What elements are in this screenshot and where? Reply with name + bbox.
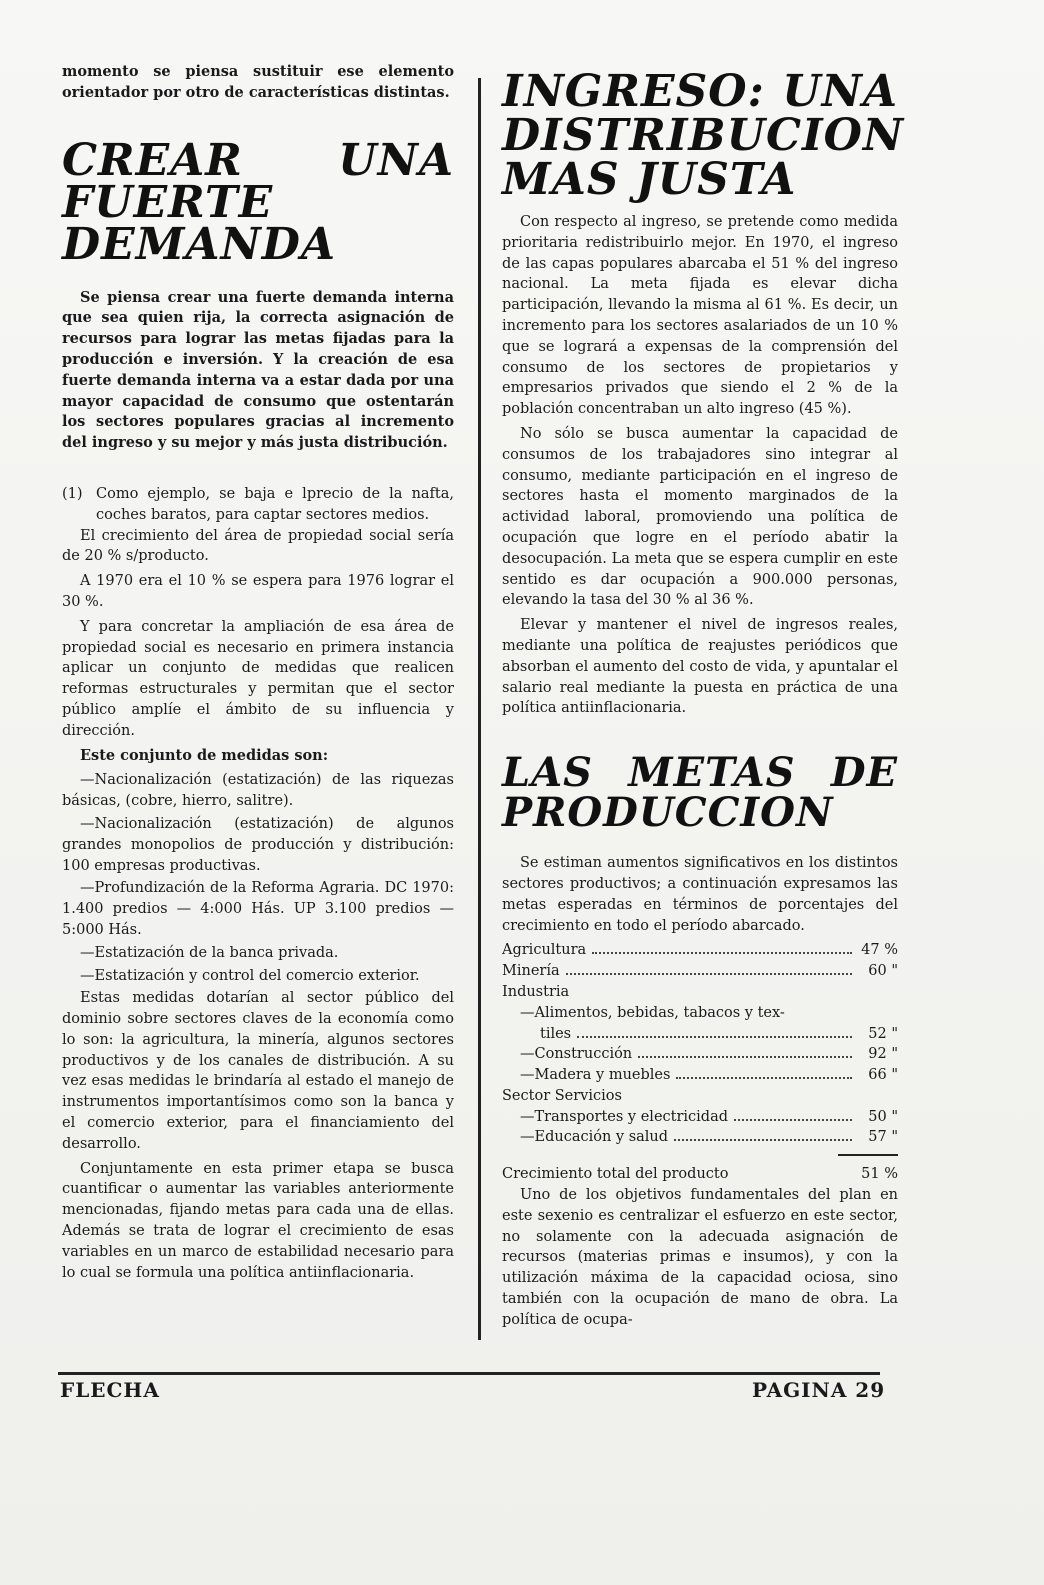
paragraph: El crecimiento del área de propiedad social sería de 20 % s/producto. <box>62 527 454 565</box>
target-value: 92 " <box>868 1046 898 1063</box>
paragraph: Se piensa crear una fuerte demanda interna que sea quien rija, la correcta asignación de recursos para lograr las metas fijadas para la producción e inversión. Y la creación de esa fuerte demanda interna va a estar dada por una mayor capacidad de consumo que ostentarán los sectores populares gracias al incremento del ingreso y su mejor y más justa distribución. <box>62 288 454 452</box>
leader-dots <box>592 952 852 954</box>
page-number: PAGINA 29 <box>752 1378 886 1402</box>
sum-rule <box>838 1154 898 1156</box>
target-row <box>502 961 898 982</box>
target-group-label <box>502 982 898 1003</box>
footnote <box>62 484 454 526</box>
headline-crear-demanda: CREAR UNA FUERTE DEMANDA <box>62 134 454 270</box>
paragraph: Y para concretar la ampliación de esa área de propiedad social es necesario en primera instancia aplicar un conjunto de medidas que realicen reformas estructurales y permitan que el sector público amplíe el ámbito de su influencia y dirección. <box>62 618 454 739</box>
target-label: Minería <box>502 963 560 980</box>
target-value: 47 % <box>861 942 898 959</box>
measure-item: —Profundización de la Reforma Agraria. DC 1970: 1.400 predios — 4:000 Hás. UP 3.100 predios — 5:000 Hás. <box>62 880 454 938</box>
target-label: —Madera y muebles <box>520 1067 671 1084</box>
measure-item: —Estatización de la banca privada. <box>80 944 339 961</box>
target-value: 50 " <box>868 1108 898 1125</box>
measure-item: —Nacionalización (estatización) de las riquezas básicas, (cobre, hierro, salitre). <box>62 772 454 810</box>
target-value: 51 % <box>861 1166 898 1183</box>
measure-item: —Nacionalización (estatización) de algunos grandes monopolios de producción y distribución: 100 empresas productivas. <box>62 815 454 874</box>
target-value: 52 " <box>868 1025 898 1042</box>
paragraph: Este conjunto de medidas son: <box>80 746 329 764</box>
leader-dots <box>676 1077 852 1079</box>
target-row <box>502 1065 898 1086</box>
footnote-text: Como ejemplo, se baja e lprecio de la nafta, coches baratos, para captar sectores medios. <box>96 485 454 523</box>
leader-dots <box>566 973 852 975</box>
intro-text: momento se piensa sustituir ese elemento orientador por otro de características distintas. <box>62 63 454 101</box>
target-label: —Construcción <box>520 1046 633 1063</box>
target-label: Sector Servicios <box>502 1087 622 1104</box>
target-value: 66 " <box>868 1067 898 1084</box>
footnote-mark: (1) <box>62 485 83 502</box>
target-label: Crecimiento total del producto <box>502 1166 729 1183</box>
target-row <box>502 1024 898 1045</box>
target-row <box>502 1107 898 1128</box>
target-row <box>502 1003 898 1024</box>
paragraph: Elevar y mantener el nivel de ingresos reales, mediante una política de reajustes periódicos que absorban el aumento del costo de vida, y apuntalar el salario real mediante la puesta en práctica de una política antiinflacionaria. <box>502 617 898 717</box>
leader-dots <box>638 1056 852 1058</box>
target-label: Agricultura <box>502 942 587 959</box>
paragraph: Con respecto al ingreso, se pretende como medida prioritaria redistribuirlo mejor. En 1970, el ingreso de las capas populares abarcaba el 51 % del ingreso nacional. La meta fijada es elevar dicha participación, llevando la misma al 61 %. Es decir, un incremento para los sectores asalariados de un 10 % que se logrará a expensas de la comprensión del consumo de los sectores de propietarios y empresarios privados que siendo el 2 % de la población concentraban un alto ingreso (45 %). <box>502 214 898 418</box>
target-group-label <box>502 1086 898 1107</box>
target-row <box>502 940 898 961</box>
target-row <box>502 1127 898 1148</box>
footnote-line <box>62 484 454 526</box>
paragraph: Estas medidas dotarían al sector público del dominio sobre sectores claves de la economía como lo son: la agricultura, la minería, algunos sectores productivos y de los canales de distribución. A su vez esas medidas le brindaría al estado el manejo de instrumentos importantísimos como son la banca y el comercio exterior, para el financiamiento del desarrollo. <box>62 990 454 1152</box>
right-column <box>502 62 905 1335</box>
left-column <box>62 62 454 1287</box>
leader-dots <box>734 1119 852 1121</box>
target-total-row <box>502 1164 898 1185</box>
measure-item: —Estatización y control del comercio exterior. <box>80 967 420 984</box>
headline-ingreso: INGRESO: UNA DISTRIBUCION MAS JUSTA <box>502 66 905 205</box>
target-label: —Transportes y electricidad <box>520 1108 729 1125</box>
target-value: 57 " <box>868 1129 898 1146</box>
target-label: Industria <box>502 983 570 1000</box>
footer-rule <box>58 1372 880 1375</box>
paragraph: No sólo se busca aumentar la capacidad de consumos de los trabajadores sino integrar al consumo, mediante participación en el ingreso de sectores hasta el momento marginados de la actividad laboral, promoviendo una política de ocupación que logre en el período abatir la desocupación. La meta que se espera cumplir en este sentido es dar ocupación a 900.000 personas, elevando la tasa del 30 % al 36 %. <box>502 425 898 609</box>
target-label: —Educación y salud <box>520 1129 669 1146</box>
column-divider <box>478 78 481 1340</box>
leader-dots <box>674 1139 852 1141</box>
paragraph: Conjuntamente en esta primer etapa se busca cuantificar o aumentar las variables anteriormente mencionadas, fijando metas para cada una de ellas. Además se trata de lograr el crecimiento de esas variables en un marco de estabilidad necesario para lo cual se formula una política antiinflacionaria. <box>62 1160 454 1281</box>
paragraph: Se estiman aumentos significativos en los distintos sectores productivos; a continuación expresamos las metas esperadas en términos de porcentajes del crecimiento en todo el período abarcado. <box>502 855 898 934</box>
target-label: —Alimentos, bebidas, tabacos y tex- <box>520 1004 785 1021</box>
leader-dots <box>577 1036 852 1038</box>
target-value: 60 " <box>868 963 898 980</box>
paragraph: Uno de los objetivos fundamentales del plan en este sexenio es centralizar el esfuerzo en este sector, no solamente con la adecuada asignación de recursos (materias primas e insumos), y con la utilización máxima de la capacidad ociosa, sino también con la ocupación de mano de obra. La política de ocupa- <box>502 1187 898 1328</box>
headline-metas-produccion: LAS METAS DE PRODUCCION <box>502 749 898 837</box>
production-targets-table <box>502 940 898 1185</box>
target-label: tiles <box>540 1025 572 1042</box>
paragraph: A 1970 era el 10 % se espera para 1976 lograr el 30 %. <box>62 573 454 610</box>
target-row <box>502 1044 898 1065</box>
publication-name: FLECHA <box>60 1378 160 1402</box>
